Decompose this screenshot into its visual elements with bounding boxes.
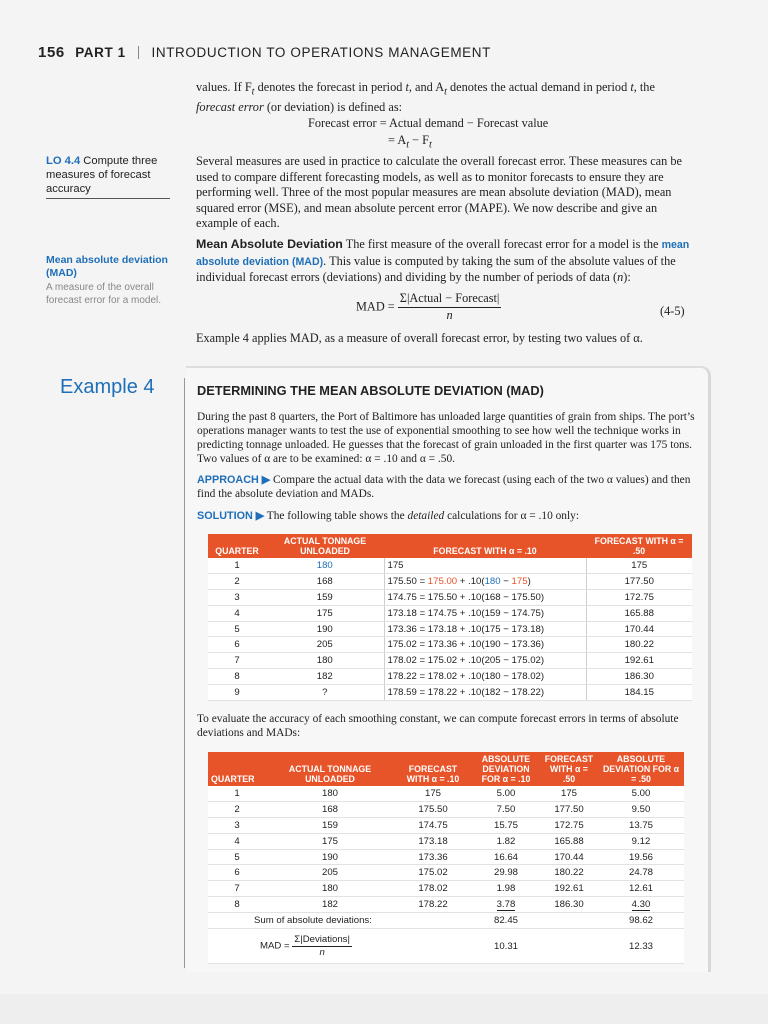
- table-row: 1 180 175 175: [208, 558, 692, 573]
- solution-paragraph: SOLUTION ▶ The following table shows the detailed calculations for α = .10 only:: [197, 510, 580, 522]
- t1-header-quarter: QUARTER: [208, 534, 266, 558]
- intro-paragraph: values. If $F_t$ denotes the forecast in period t, and $A_t$ denotes the actual demand in period t, the forecast error (or deviation) is defined as:: [196, 80, 655, 115]
- forecast-error-equation: Forecast error = Actual demand − Forecast value: [308, 116, 549, 130]
- t1-header-actual: ACTUAL TONNAGE UNLOADED: [266, 534, 384, 558]
- table-row: 4 175 173.18 = 174.75 + .10(159 − 174.75) 165.88: [208, 605, 692, 621]
- table-row: 4 175 173.18 1.82 165.88 9.12: [208, 833, 684, 849]
- sum-label: Sum of absolute deviations:: [208, 913, 472, 929]
- lo-code: LO 4.4: [46, 155, 81, 167]
- sum-row: [208, 913, 684, 929]
- example-divider: [184, 378, 185, 968]
- table-row: 7 180 178.02 = 175.02 + .10(205 − 175.02) 192.61: [208, 653, 692, 669]
- t2-header-dev50: ABSOLUTE DEVIATION FOR α = .50: [598, 752, 684, 786]
- header-divider: [138, 46, 139, 59]
- mad-formula: MAD = $\frac{\text{Σ|Actual − Forecast|}}{n}$: [356, 291, 500, 322]
- table-row: 6 205 175.02 = 173.36 + .10(190 − 173.36) 180.22: [208, 637, 692, 653]
- table-row: 7 180 178.02 1.98 192.61 12.61: [208, 881, 684, 897]
- table-row: 3 159 174.75 = 175.50 + .10(168 − 175.50) 172.75: [208, 589, 692, 605]
- evaluation-paragraph: To evaluate the accuracy of each smoothing constant, we can compute forecast errors in terms of absolute deviations and MADs:: [197, 713, 679, 739]
- lo-text: Compute three measures of forecast accuracy: [46, 155, 158, 195]
- measures-paragraph: Several measures are used in practice to calculate the overall forecast error. These measures can be used to compare different forecasting models, as well as to monitor forecasts to ensure they are performing well. Three of the most popular measures are mean absolute deviation (MAD), mean squared error (MSE), and mean absolute percent error (MAPE). We now describe and give an example of each.: [196, 154, 682, 231]
- table-row: 1 180 175 5.00 175 5.00: [208, 786, 684, 801]
- example-label: Example 4: [60, 376, 155, 398]
- sum-alpha10: 82.45: [472, 913, 540, 929]
- learning-objective: [46, 154, 170, 199]
- table-row: 6 205 175.02 29.98 180.22 24.78: [208, 865, 684, 881]
- approach-paragraph: APPROACH ▶ Compare the actual data with the data we forecast (using each of the two α values) and then find the absolute deviation and MADs.: [197, 474, 691, 500]
- t2-header-forecast10: FORECAST WITH α = .10: [394, 752, 472, 786]
- table-row: 3 159 174.75 15.75 172.75 13.75: [208, 817, 684, 833]
- chapter-title: INTRODUCTION TO OPERATIONS MANAGEMENT: [151, 45, 491, 60]
- t1-header-forecast50: FORECAST WITH α = .50: [586, 534, 692, 558]
- t2-header-forecast50: FORECAST WITH α = .50: [540, 752, 598, 786]
- mad-row: [208, 929, 684, 964]
- mad-alpha10: 10.31: [472, 929, 540, 964]
- table-row: 8 182 178.22 = 178.02 + .10(180 − 178.02) 186.30: [208, 669, 692, 685]
- mad-term: mean absolute deviation (MAD): [196, 239, 690, 268]
- margin-term: Mean absolute deviation (MAD): [46, 254, 168, 279]
- sum-alpha50: 98.62: [598, 913, 684, 929]
- table-row: 5 190 173.36 16.64 170.44 19.56: [208, 849, 684, 865]
- mad-formula-cell: MAD = $\frac{\text{Σ|Deviations|}}{n}$: [208, 929, 472, 964]
- page-number: 156: [38, 44, 65, 61]
- example-intro: Example 4 applies MAD, as a measure of overall forecast error, by testing two values of α.: [196, 331, 643, 345]
- detailed-forecast-table: [208, 534, 692, 701]
- t2-header-dev10: ABSOLUTE DEVIATION FOR α = .10: [472, 752, 540, 786]
- t2-header-quarter: QUARTER: [208, 752, 266, 786]
- example-title: DETERMINING THE MEAN ABSOLUTE DEVIATION (MAD): [197, 383, 544, 398]
- lo-divider: [46, 198, 170, 199]
- t1-header-forecast10: FORECAST WITH α = .10: [384, 534, 586, 558]
- t2-header-actual: ACTUAL TONNAGE UNLOADED: [266, 752, 394, 786]
- approach-label: APPROACH ▶: [197, 474, 271, 486]
- table-row: 2 168 175.50 7.50 177.50 9.50: [208, 801, 684, 817]
- example-problem: During the past 8 quarters, the Port of Baltimore has unloaded large quantities of grain from ships. The port’s operations manager wants to test the use of exponential smoothing to see how well the technique works in predicting tonnage unloaded. He guesses that the forecast of grain unloaded in the first quarter was 175 tons. Two values of α are to be examined: α = .10 and α = .50.: [197, 411, 695, 465]
- mad-paragraph: Mean Absolute Deviation The first measure of the overall forecast error for a model is the mean absolute deviation (MAD). This value is computed by taking the sum of the absolute values of the individual forecast errors (deviations) and dividing by the number of periods of data (n):: [196, 237, 690, 285]
- margin-definition: [46, 254, 174, 307]
- mad-comparison-table: [208, 752, 684, 964]
- mad-alpha50: 12.33: [598, 929, 684, 964]
- part-label: PART 1: [75, 45, 126, 60]
- equation-number: (4-5): [660, 304, 685, 318]
- table-row: 8 182 178.22 3.78 186.30 4.30: [208, 897, 684, 913]
- margin-definition-text: A measure of the overall forecast error for a model.: [46, 282, 162, 306]
- page-header: [38, 44, 491, 61]
- forecast-error-equation-2: = $A_t - F_t$: [388, 133, 432, 151]
- table-row: 9 ? 178.59 = 178.22 + .10(182 − 178.22) 184.15: [208, 685, 692, 701]
- solution-label: SOLUTION ▶: [197, 510, 265, 522]
- page-bottom-margin: [0, 994, 768, 1024]
- table-row: 2 168 175.50 = 175.00 + .10(180 − 175) 177.50: [208, 573, 692, 589]
- table-row: 5 190 173.36 = 173.18 + .10(175 − 173.18) 170.44: [208, 621, 692, 637]
- mad-heading: Mean Absolute Deviation: [196, 237, 343, 251]
- t1-row2-calculation: 175.50 = 175.00 + .10(180 − 175): [384, 573, 586, 589]
